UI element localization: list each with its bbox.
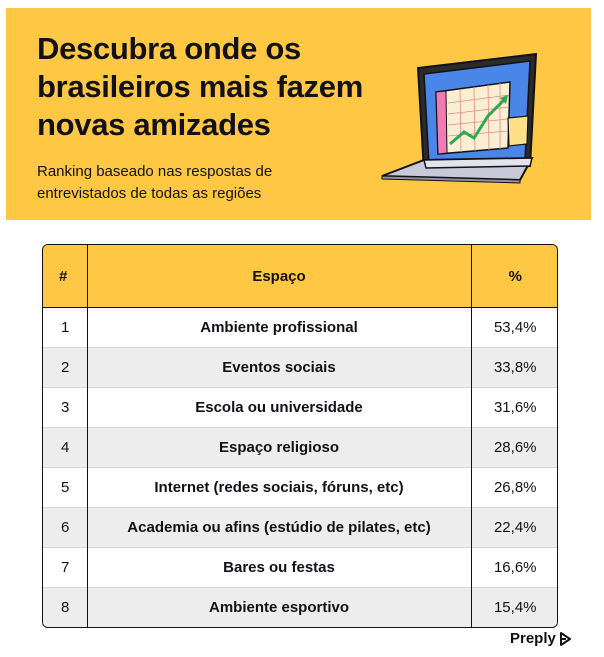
column-header-rank: # bbox=[43, 245, 87, 308]
space-cell: Academia ou afins (estúdio de pilates, etc) bbox=[87, 508, 471, 548]
table-row bbox=[43, 348, 558, 388]
ranking-table bbox=[42, 244, 558, 628]
space-cell: Escola ou universidade bbox=[87, 388, 471, 428]
percent-cell: 31,6% bbox=[471, 388, 558, 428]
column-header-space: Espaço bbox=[87, 245, 471, 308]
table-header-row bbox=[43, 245, 558, 308]
table-row bbox=[43, 548, 558, 588]
percent-cell: 15,4% bbox=[471, 588, 558, 628]
rank-cell: 6 bbox=[43, 508, 87, 548]
rank-cell: 8 bbox=[43, 588, 87, 628]
table-row bbox=[43, 468, 558, 508]
preply-logo bbox=[510, 630, 572, 647]
logo-text: Preply bbox=[510, 630, 556, 647]
chart-sidebar bbox=[436, 91, 447, 154]
space-cell: Bares ou festas bbox=[87, 548, 471, 588]
page-title: Descubra onde os brasileiros mais fazem novas amizades bbox=[37, 31, 363, 142]
rank-cell: 7 bbox=[43, 548, 87, 588]
page-subtitle: Ranking baseado nas respostas de entrevistados de todas as regiões bbox=[37, 163, 273, 202]
table-row bbox=[43, 508, 558, 548]
column-header-percent: % bbox=[471, 245, 558, 308]
rank-cell: 5 bbox=[43, 468, 87, 508]
rank-cell: 3 bbox=[43, 388, 87, 428]
table-row bbox=[43, 388, 558, 428]
laptop-chart-illustration bbox=[378, 48, 538, 184]
space-cell: Espaço religioso bbox=[87, 428, 471, 468]
percent-cell: 33,8% bbox=[471, 348, 558, 388]
laptop-hinge bbox=[424, 158, 532, 168]
space-cell: Internet (redes sociais, fóruns, etc) bbox=[87, 468, 471, 508]
space-cell: Ambiente esportivo bbox=[87, 588, 471, 628]
rank-cell: 2 bbox=[43, 348, 87, 388]
space-cell: Eventos sociais bbox=[87, 348, 471, 388]
table-row bbox=[43, 308, 558, 348]
preply-logo-icon bbox=[558, 632, 572, 646]
percent-cell: 53,4% bbox=[471, 308, 558, 348]
percent-cell: 16,6% bbox=[471, 548, 558, 588]
rank-cell: 1 bbox=[61, 319, 70, 336]
side-panel bbox=[508, 116, 528, 146]
percent-cell: 22,4% bbox=[471, 508, 558, 548]
percent-cell: 26,8% bbox=[471, 468, 558, 508]
percent-cell: 28,6% bbox=[471, 428, 558, 468]
table-row bbox=[43, 428, 558, 468]
space-cell: Ambiente profissional bbox=[87, 308, 471, 348]
rank-cell: 4 bbox=[43, 428, 87, 468]
table-row bbox=[43, 588, 558, 628]
